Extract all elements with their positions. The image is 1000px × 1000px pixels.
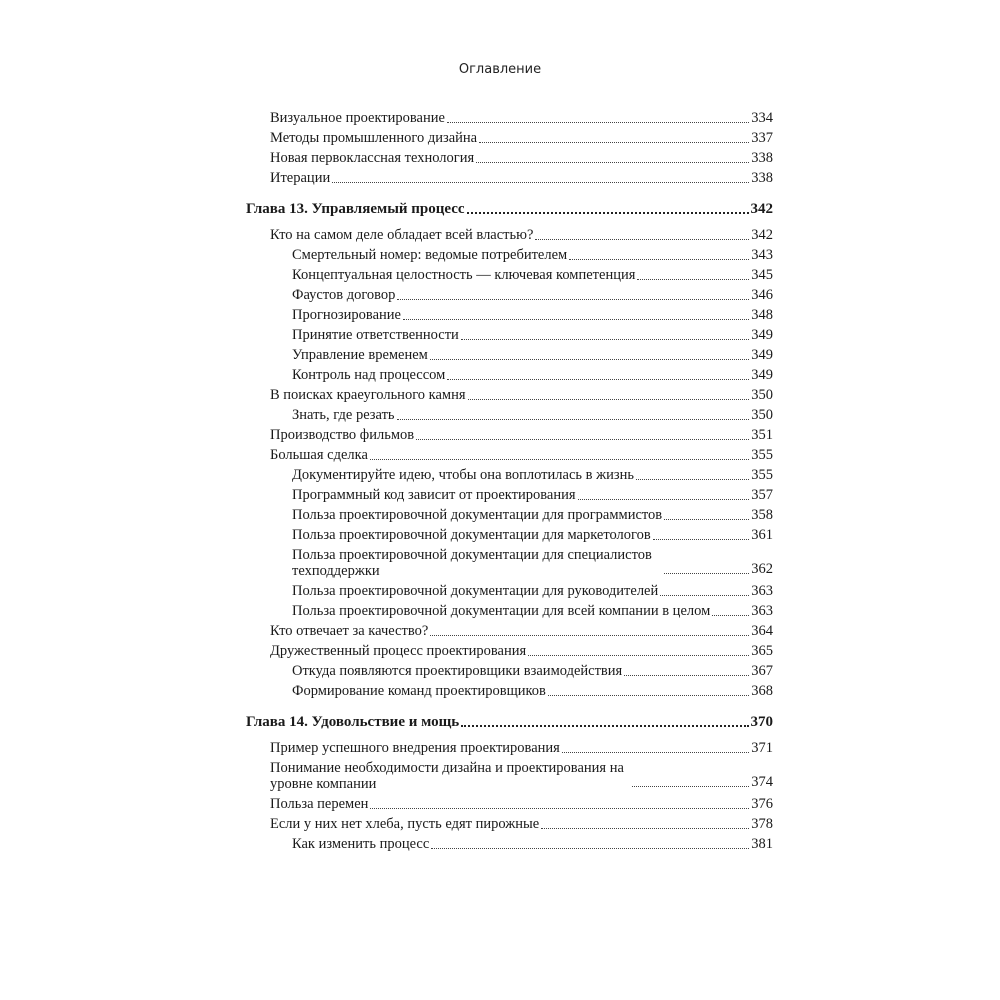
toc-entry-title: Контроль над процессом bbox=[292, 367, 446, 383]
toc-entry bbox=[246, 738, 773, 758]
toc-leader-dots bbox=[468, 399, 750, 400]
toc-chapter-page: 370 bbox=[750, 714, 773, 730]
toc-entry-page: 348 bbox=[751, 307, 773, 323]
toc-leader-dots bbox=[476, 162, 749, 163]
toc-entry-title: Смертельный номер: ведомые потребителем bbox=[292, 247, 568, 263]
toc-entry-title: Производство фильмов bbox=[270, 427, 415, 443]
toc-entry-title: Большая сделка bbox=[270, 447, 368, 463]
toc-entry-title: Как изменить процесс bbox=[292, 836, 430, 852]
toc-entry-page: 363 bbox=[751, 603, 773, 619]
toc-subentry bbox=[246, 325, 773, 345]
toc-leader-dots bbox=[562, 752, 749, 753]
toc-leader-dots bbox=[370, 459, 749, 460]
toc-entry-title: Кто на самом деле обладает всей властью? bbox=[270, 227, 534, 243]
toc-leader-dots bbox=[479, 142, 749, 143]
toc-leader-dots bbox=[712, 615, 749, 616]
toc-entry-title: Фаустов договор bbox=[292, 287, 396, 303]
toc-leader-dots bbox=[430, 635, 749, 636]
toc-leader-dots bbox=[637, 279, 749, 280]
toc-subentry bbox=[246, 305, 773, 325]
toc-entry-title: Принятие ответственности bbox=[292, 327, 459, 343]
toc-entry-page: 338 bbox=[751, 150, 773, 166]
toc-leader-dots bbox=[660, 595, 749, 596]
toc-entry bbox=[246, 425, 773, 445]
toc-subentry bbox=[246, 505, 773, 525]
toc-entry-title: Знать, где резать bbox=[292, 407, 395, 423]
toc-entry-page: 376 bbox=[751, 796, 773, 812]
toc-entry bbox=[246, 445, 773, 465]
toc-leader-dots bbox=[548, 695, 749, 696]
toc-entry bbox=[246, 148, 773, 168]
toc-subentry bbox=[246, 681, 773, 701]
toc-leader-dots bbox=[528, 655, 749, 656]
toc-entry-title: Концептуальная целостность — ключевая компетенция bbox=[292, 267, 636, 283]
toc-entry-title: Методы промышленного дизайна bbox=[270, 130, 478, 146]
toc-subentry bbox=[246, 405, 773, 425]
toc-entry bbox=[246, 814, 773, 834]
toc-entry-page: 357 bbox=[751, 487, 773, 503]
toc-entry-page: 358 bbox=[751, 507, 773, 523]
toc-entry-page: 337 bbox=[751, 130, 773, 146]
toc-entry-page: 364 bbox=[751, 623, 773, 639]
toc-entry bbox=[246, 385, 773, 405]
toc-entry-title: Программный код зависит от проектирования bbox=[292, 487, 576, 503]
toc-subentry bbox=[246, 834, 773, 854]
toc-chapter-heading bbox=[246, 712, 773, 732]
toc-entry-page: 349 bbox=[751, 367, 773, 383]
toc-leader-dots bbox=[431, 848, 749, 849]
toc-entry-title: Дружественный процесс проектирования bbox=[270, 643, 527, 659]
toc-entry-title: Понимание необходимости дизайна и проектирования на уровне компании bbox=[270, 760, 624, 792]
toc-leader-dots bbox=[447, 122, 749, 123]
toc-entry bbox=[246, 108, 773, 128]
toc-leader-dots bbox=[636, 479, 749, 480]
toc-entry-page: 368 bbox=[751, 683, 773, 699]
toc-entry-page: 374 bbox=[751, 774, 773, 790]
toc-entry-page: 342 bbox=[751, 227, 773, 243]
toc-entry bbox=[246, 225, 773, 245]
toc-subentry bbox=[246, 245, 773, 265]
toc-leader-dots bbox=[461, 725, 748, 727]
toc-entry-title: Пример успешного внедрения проектирования bbox=[270, 740, 560, 756]
toc-entry bbox=[246, 758, 773, 794]
toc-subentry bbox=[246, 581, 773, 601]
toc-entry-title: Польза проектировочной документации для всей компании в целом bbox=[292, 603, 711, 619]
toc-entry-title: Кто отвечает за качество? bbox=[270, 623, 429, 639]
toc-leader-dots bbox=[578, 499, 750, 500]
toc-entry-page: 350 bbox=[751, 407, 773, 423]
toc-leader-dots bbox=[653, 539, 750, 540]
toc-entry-title: Польза проектировочной документации для специалистов техподдержки bbox=[292, 547, 652, 579]
toc-leader-dots bbox=[416, 439, 749, 440]
toc-entry-page: 355 bbox=[751, 467, 773, 483]
toc-leader-dots bbox=[541, 828, 749, 829]
toc-chapter-title: Глава 13. Управляемый процесс bbox=[246, 201, 465, 217]
toc-leader-dots bbox=[467, 212, 749, 214]
toc-subentry bbox=[246, 465, 773, 485]
toc-leader-dots bbox=[664, 519, 749, 520]
toc-entry-page: 367 bbox=[751, 663, 773, 679]
toc-leader-dots bbox=[397, 299, 749, 300]
toc-entry bbox=[246, 794, 773, 814]
toc-entry-title: Новая первоклассная технология bbox=[270, 150, 475, 166]
toc-entry-page: 334 bbox=[751, 110, 773, 126]
toc-subentry bbox=[246, 545, 773, 581]
toc-chapter-page: 342 bbox=[750, 201, 773, 217]
toc-entry-page: 378 bbox=[751, 816, 773, 832]
toc-entry-page: 349 bbox=[751, 347, 773, 363]
toc-entry-page: 345 bbox=[751, 267, 773, 283]
toc-subentry bbox=[246, 525, 773, 545]
toc-entry-page: 362 bbox=[751, 561, 773, 577]
toc-leader-dots bbox=[461, 339, 749, 340]
toc-entry-page: 349 bbox=[751, 327, 773, 343]
toc-entry-page: 346 bbox=[751, 287, 773, 303]
toc-entry-title: Управление временем bbox=[292, 347, 428, 363]
toc-leader-dots bbox=[569, 259, 749, 260]
toc-subentry bbox=[246, 345, 773, 365]
toc-entry-title: Польза проектировочной документации для программистов bbox=[292, 507, 663, 523]
toc-leader-dots bbox=[370, 808, 749, 809]
toc-subentry bbox=[246, 661, 773, 681]
toc-entry-page: 363 bbox=[751, 583, 773, 599]
toc-entry-title: Итерации bbox=[270, 170, 331, 186]
toc-entry-title: Документируйте идею, чтобы она воплотилась в жизнь bbox=[292, 467, 634, 483]
toc-entry-title: Если у них нет хлеба, пусть едят пирожные bbox=[270, 816, 540, 832]
toc-chapter-title: Глава 14. Удовольствие и мощь bbox=[246, 714, 460, 730]
toc-subentry bbox=[246, 485, 773, 505]
toc-entry-title: Визуальное проектирование bbox=[270, 110, 445, 126]
toc-leader-dots bbox=[447, 379, 749, 380]
toc-entry-page: 343 bbox=[751, 247, 773, 263]
toc-subentry bbox=[246, 601, 773, 621]
toc-entry bbox=[246, 128, 773, 148]
toc-entry bbox=[246, 621, 773, 641]
toc-entry-page: 365 bbox=[751, 643, 773, 659]
toc-leader-dots bbox=[624, 675, 749, 676]
toc-entry-title: Польза проектировочной документации для руководителей bbox=[292, 583, 659, 599]
toc-entry-page: 351 bbox=[751, 427, 773, 443]
toc-entry bbox=[246, 641, 773, 661]
toc-entry-page: 338 bbox=[751, 170, 773, 186]
toc-leader-dots bbox=[632, 786, 749, 787]
toc-entry-page: 361 bbox=[751, 527, 773, 543]
toc-entry-page: 381 bbox=[751, 836, 773, 852]
table-of-contents bbox=[246, 108, 773, 854]
toc-entry bbox=[246, 168, 773, 188]
toc-leader-dots bbox=[403, 319, 749, 320]
toc-leader-dots bbox=[397, 419, 750, 420]
toc-subentry bbox=[246, 285, 773, 305]
toc-entry-title: Формирование команд проектировщиков bbox=[292, 683, 546, 699]
toc-subentry bbox=[246, 265, 773, 285]
toc-leader-dots bbox=[664, 573, 749, 574]
toc-leader-dots bbox=[535, 239, 749, 240]
toc-entry-title: В поисках краеугольного камня bbox=[270, 387, 466, 403]
toc-leader-dots bbox=[332, 182, 749, 183]
toc-entry-title: Польза проектировочной документации для маркетологов bbox=[292, 527, 651, 543]
page-header-title: Оглавление bbox=[458, 62, 542, 77]
toc-chapter-heading bbox=[246, 199, 773, 219]
toc-entry-page: 355 bbox=[751, 447, 773, 463]
toc-entry-title: Откуда появляются проектировщики взаимодействия bbox=[292, 663, 623, 679]
toc-leader-dots bbox=[430, 359, 749, 360]
toc-entry-page: 371 bbox=[751, 740, 773, 756]
toc-entry-page: 350 bbox=[751, 387, 773, 403]
toc-subentry bbox=[246, 365, 773, 385]
toc-entry-title: Польза перемен bbox=[270, 796, 369, 812]
toc-entry-title: Прогнозирование bbox=[292, 307, 401, 323]
